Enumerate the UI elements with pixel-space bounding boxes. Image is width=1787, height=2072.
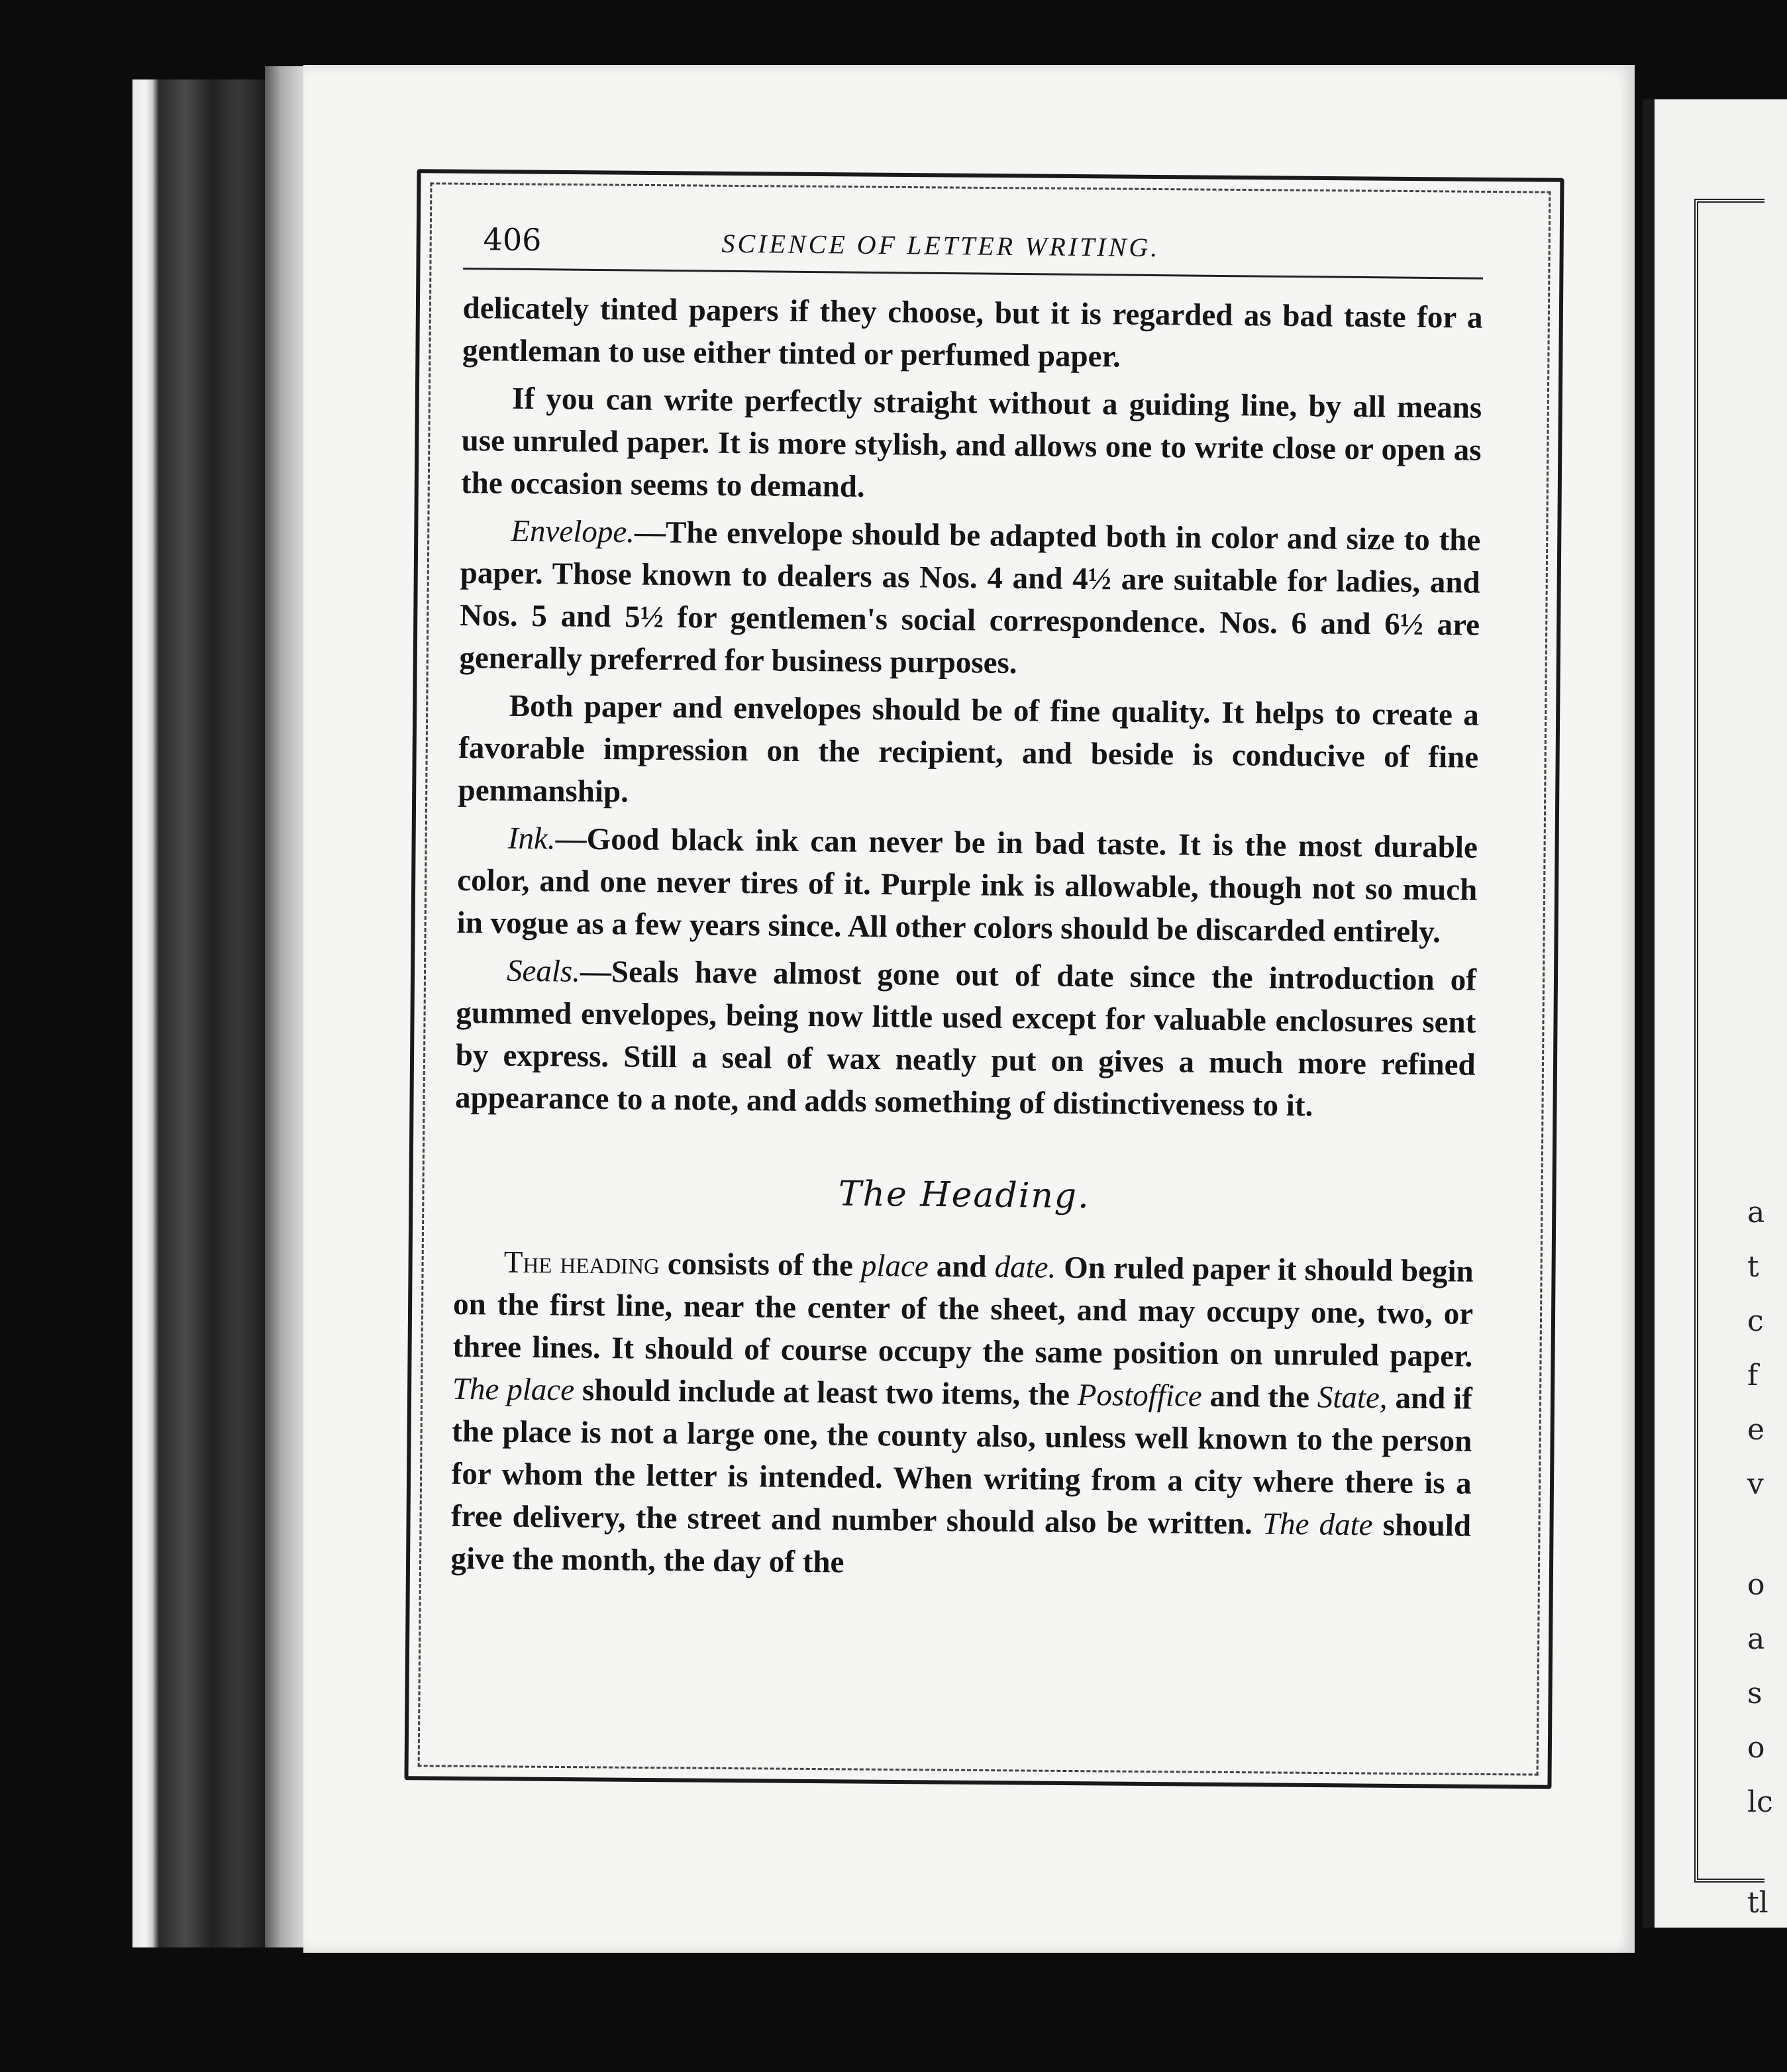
paragraph-heading-section [450,1241,1474,1590]
facing-letter: s [1747,1677,1762,1710]
text-run: consists of the [659,1246,862,1283]
facing-letter: c [1747,1304,1764,1338]
running-title: SCIENCE OF LETTER WRITING. [721,228,1160,263]
text-run: and [928,1249,995,1284]
paragraph-ink [456,817,1478,954]
facing-letter: f [1747,1359,1759,1392]
paragraph: If you can write perfectly straight without a guiding line, by all means use unruled paper. It is more stylish, and allows one to write close or open as the occasion seems to demand. [460,381,1482,504]
page-content [450,211,1484,1595]
facing-letter: a [1747,1622,1765,1656]
small-caps-lead: The heading [503,1245,660,1281]
paragraph-seals [455,949,1476,1129]
section-heading: The Heading. [838,1174,1090,1217]
text-run: should give the month, the day of the [450,1508,1472,1580]
italic-run: State, [1317,1380,1388,1416]
facing-letter: t [1747,1250,1759,1284]
paragraph-lead: Envelope. [511,513,635,550]
paragraph-lead: Seals. [506,953,581,989]
paragraph-envelope [459,509,1480,689]
italic-run: date. [994,1249,1056,1285]
italic-run: The date [1262,1506,1373,1543]
facing-page [1643,99,1787,1928]
paragraph-lead: Ink. [507,821,556,856]
page-gutter [265,66,305,1947]
text-run: and the [1201,1378,1318,1415]
paragraph-body: —Good black ink can never be in bad taste. It is the most durable color, and one never tires of it. Purple ink is allowable, though not so much in vogue as a few years since. All other colors should be discarded entirely. [456,821,1478,950]
italic-run: place [860,1248,929,1284]
facing-letter: o [1747,1568,1765,1602]
page-number: 406 [483,221,542,258]
facing-page-text-fragments [1747,1186,1787,1930]
facing-letter: v [1747,1467,1764,1501]
facing-letter: tl [1747,1886,1768,1920]
facing-letter: e [1747,1413,1765,1447]
paragraph: delicately tinted papers if they choose, but it is regarded as bad taste for a gentleman to use either tinted or perfumed paper. [462,290,1483,374]
facing-letter: a [1747,1196,1765,1229]
text-run: On ruled paper it should begin on the first line, near the center of the sheet, and may occupy one, two, or three lines. It should of course occupy the same position on unruled paper. [452,1250,1474,1374]
running-head [463,211,1484,280]
italic-run: Postoffice [1077,1377,1202,1414]
paragraph: Both paper and envelopes should be of fine quality. It helps to create a favorable impression on the recipient, and beside is conducive of fine penmanship. [458,688,1480,809]
paragraph-body: —Seals have almost gone out of date since the introduction of gummed envelopes, being now little used except for valuable enclosures sent by express. Still a seal of wax neatly put on gives a much more refined appearance to a note, and adds something of distinctiveness to it. [454,954,1477,1123]
facing-letter: lc [1747,1785,1773,1819]
facing-letter: o [1747,1731,1765,1765]
paragraph-body: —The envelope should be adapted both in color and size to the paper. Those known to dealers as Nos. 4 and 4½ are suitable for ladies, and Nos. 5 and 5½ for gentlemen's social correspondence. Nos. 6 and 6½ are generally preferred for business purposes. [459,515,1481,681]
italic-run: The place [452,1371,575,1408]
text-run: and if the place is not a large one, the county also, unless well known to the person for whom the letter is intended. When writing from a city where there is a free delivery, the street and number should also be written. [450,1380,1473,1541]
text-run: should include at least two items, the [574,1373,1078,1412]
